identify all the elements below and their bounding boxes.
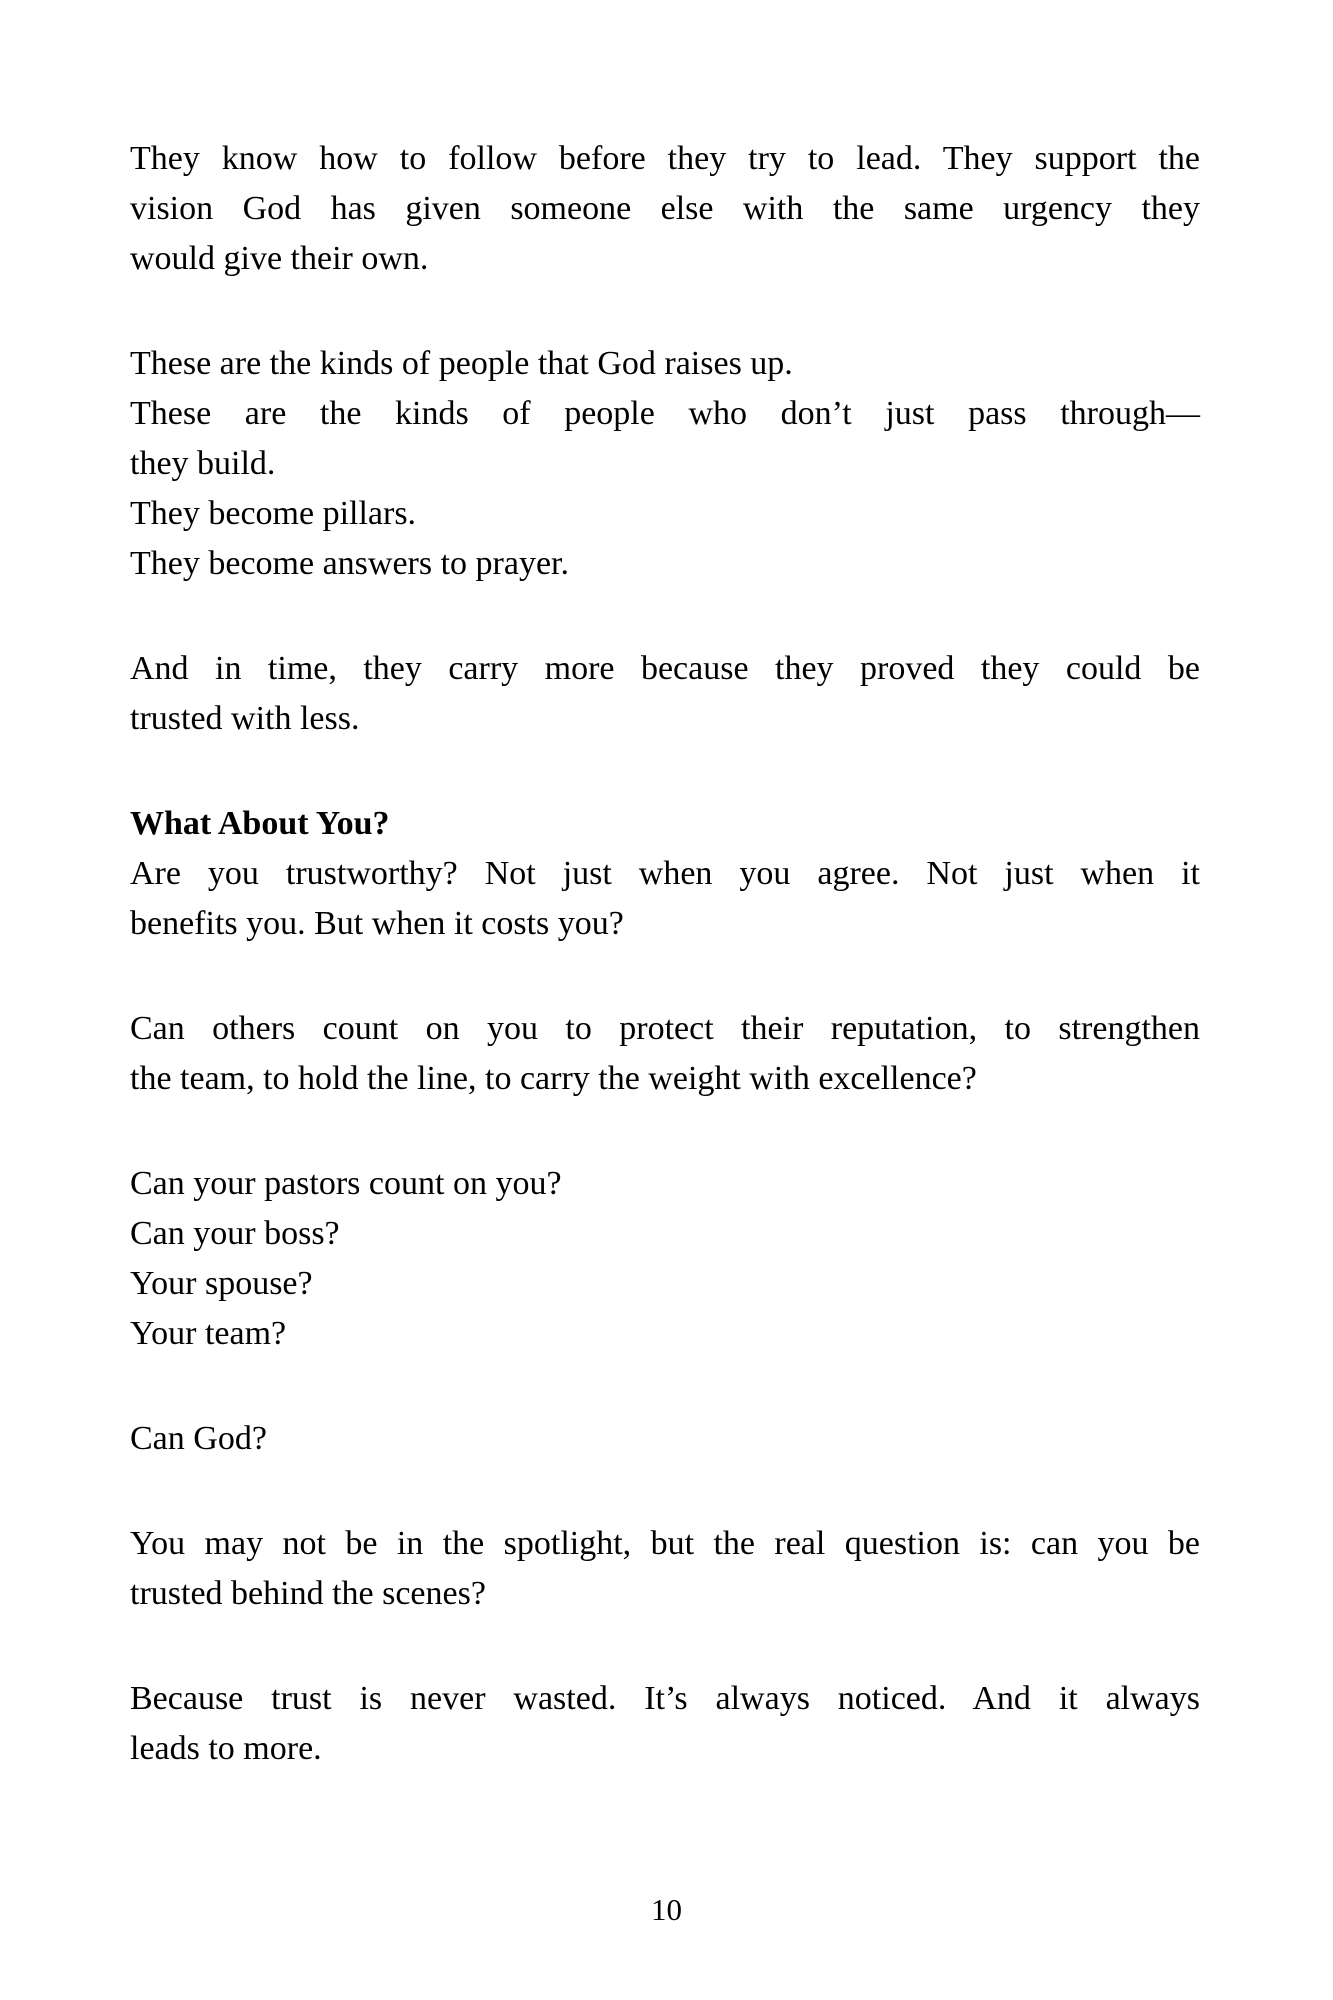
text-line: Can your boss?	[130, 1215, 340, 1252]
section-heading: What About You?	[130, 805, 390, 842]
text-line: They know how to follow before they try to lead. They support the	[130, 140, 1200, 177]
text-line: These are the kinds of people that God raises up.	[130, 345, 793, 382]
text-line: would give their own.	[130, 240, 429, 277]
text-line: You may not be in the spotlight, but the real question is: can you be	[130, 1525, 1200, 1562]
text-line: They become pillars.	[130, 495, 417, 532]
paragraph	[130, 134, 1200, 284]
text-line: Your team?	[130, 1315, 287, 1352]
paragraph	[130, 644, 1200, 744]
text-line: Are you trustworthy? Not just when you agree. Not just when it	[130, 855, 1200, 892]
text-line: Your spouse?	[130, 1265, 313, 1302]
page-body	[130, 134, 1200, 1774]
text-line: Can your pastors count on you?	[130, 1165, 562, 1202]
text-line: trusted behind the scenes?	[130, 1575, 486, 1612]
text-line: These are the kinds of people who don’t just pass through—	[130, 395, 1200, 432]
paragraph	[130, 1004, 1200, 1104]
text-line: the team, to hold the line, to carry the weight with excellence?	[130, 1060, 977, 1097]
text-line: leads to more.	[130, 1730, 322, 1767]
paragraph	[130, 1674, 1200, 1774]
paragraph	[130, 339, 1200, 589]
text-line: Can God?	[130, 1420, 267, 1457]
text-line: benefits you. But when it costs you?	[130, 905, 624, 942]
paragraph	[130, 799, 1200, 949]
text-line: Because trust is never wasted. It’s always noticed. And it always	[130, 1680, 1200, 1717]
text-line: trusted with less.	[130, 700, 360, 737]
text-line: They become answers to prayer.	[130, 545, 569, 582]
text-line: And in time, they carry more because they proved they could be	[130, 650, 1200, 687]
paragraph	[130, 1519, 1200, 1619]
text-line: they build.	[130, 445, 276, 482]
page-number: 10	[651, 1892, 682, 1927]
paragraph	[130, 1159, 1200, 1359]
text-line: vision God has given someone else with the same urgency they	[130, 190, 1200, 227]
paragraph	[130, 1414, 1200, 1464]
text-line: Can others count on you to protect their reputation, to strengthen	[130, 1010, 1200, 1047]
